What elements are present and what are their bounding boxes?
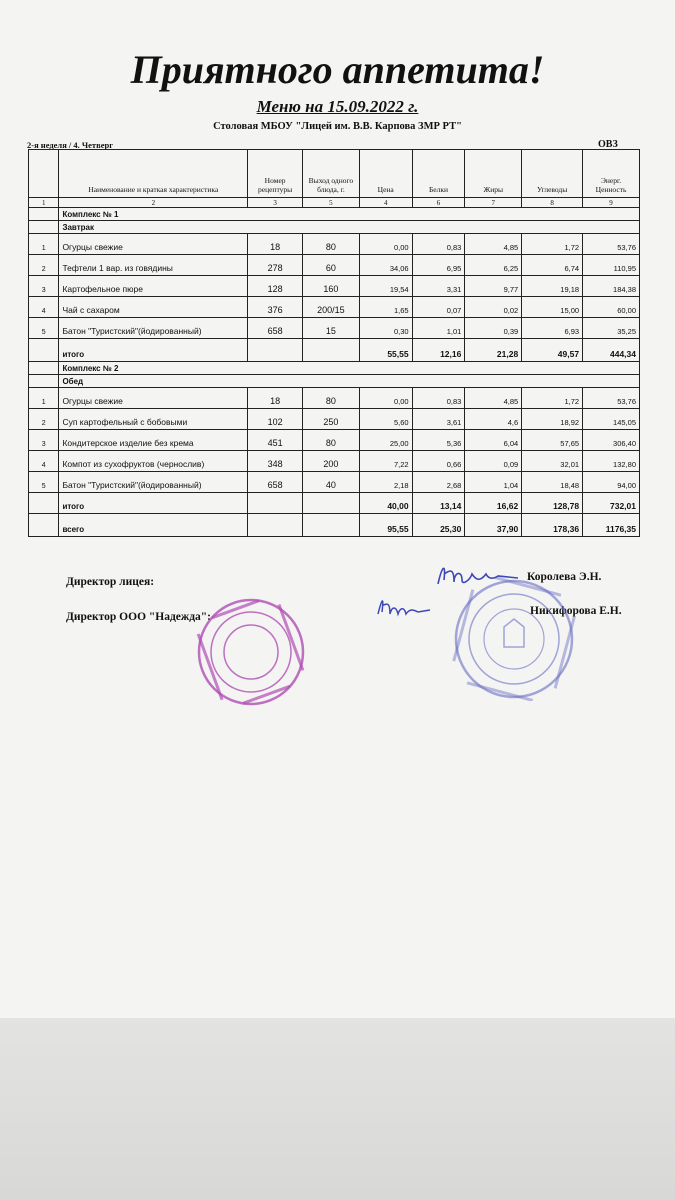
cell-carbs: 6,74 xyxy=(522,255,583,276)
cell-yield: 80 xyxy=(303,430,360,451)
cell-n: 5 xyxy=(29,318,59,339)
week-day: 2-я неделя / 4. Четверг xyxy=(27,140,114,150)
col-header-carbs: Углеводы xyxy=(522,150,583,198)
table-row xyxy=(29,472,640,493)
menu-table xyxy=(28,149,640,537)
cell-recipe: 451 xyxy=(248,430,303,451)
cell-energy: 60,00 xyxy=(583,297,640,318)
cell-n: 4 xyxy=(29,297,59,318)
col-header-yield: Выход одного блюда, г. xyxy=(303,150,360,198)
cell-fat: 6,04 xyxy=(465,430,522,451)
page-title: Приятного аппетита! xyxy=(130,47,545,92)
cell-name: Огурцы свежие xyxy=(59,388,248,409)
cell-recipe: 658 xyxy=(248,318,303,339)
cell-yield: 80 xyxy=(303,388,360,409)
cell-energy: 145,05 xyxy=(583,409,640,430)
cell-protein: 0,83 xyxy=(412,234,465,255)
cell-energy: 53,76 xyxy=(583,388,640,409)
grand-total-row: всего 95,55 25,30 37,90 178,36 1176,35 xyxy=(29,514,640,537)
col-header-name: Наименование и краткая характеристика xyxy=(59,150,248,198)
cell-yield: 250 xyxy=(303,409,360,430)
cell-fat: 9,77 xyxy=(465,276,522,297)
cell-n: 2 xyxy=(29,255,59,276)
col-header-protein: Белки xyxy=(412,150,465,198)
cell-energy: 306,40 xyxy=(583,430,640,451)
meal-label: Обед xyxy=(59,375,640,388)
cell-recipe: 658 xyxy=(248,472,303,493)
cell-energy: 53,76 xyxy=(583,234,640,255)
cell-fat: 1,04 xyxy=(465,472,522,493)
cell-protein: 6,95 xyxy=(412,255,465,276)
cell-price: 5,60 xyxy=(359,409,412,430)
complex-1-label-row xyxy=(29,208,640,221)
cell-name: Батон "Туристский"(йодированный) xyxy=(59,472,248,493)
cell-n: 3 xyxy=(29,276,59,297)
cell-yield: 200 xyxy=(303,451,360,472)
table-row xyxy=(29,276,640,297)
meal-label: Завтрак xyxy=(59,221,640,234)
table-row xyxy=(29,430,640,451)
background-surface xyxy=(0,1018,675,1200)
table-header-row xyxy=(29,150,640,198)
cell-energy: 35,25 xyxy=(583,318,640,339)
cell-yield: 80 xyxy=(303,234,360,255)
organization-name: Столовая МБОУ "Лицей им. В.В. Карпова ЗМР РТ" xyxy=(213,121,462,132)
cell-yield: 40 xyxy=(303,472,360,493)
cell-carbs: 18,48 xyxy=(522,472,583,493)
cell-recipe: 278 xyxy=(248,255,303,276)
cell-n: 3 xyxy=(29,430,59,451)
cell-carbs: 15,00 xyxy=(522,297,583,318)
cell-protein: 0,66 xyxy=(412,451,465,472)
cell-n: 2 xyxy=(29,409,59,430)
cell-carbs: 19,18 xyxy=(522,276,583,297)
cell-protein: 2,68 xyxy=(412,472,465,493)
cell-recipe: 128 xyxy=(248,276,303,297)
table-row xyxy=(29,297,640,318)
cell-price: 1,65 xyxy=(359,297,412,318)
complex-label: Комплекс № 1 xyxy=(59,208,640,221)
cell-name: Огурцы свежие xyxy=(59,234,248,255)
cell-carbs: 1,72 xyxy=(522,388,583,409)
blue-stamp-icon xyxy=(452,577,576,701)
cell-protein: 0,83 xyxy=(412,388,465,409)
cell-recipe: 102 xyxy=(248,409,303,430)
cell-fat: 4,6 xyxy=(465,409,522,430)
complex-2-label-row xyxy=(29,362,640,375)
cell-price: 19,54 xyxy=(359,276,412,297)
cell-carbs: 1,72 xyxy=(522,234,583,255)
supplier-signature-icon xyxy=(374,594,434,620)
complex-label: Комплекс № 2 xyxy=(59,362,640,375)
cell-carbs: 32,01 xyxy=(522,451,583,472)
cell-name: Компот из сухофруктов (чернослив) xyxy=(59,451,248,472)
cell-n: 1 xyxy=(29,388,59,409)
cell-name: Тефтели 1 вар. из говядины xyxy=(59,255,248,276)
cell-name: Картофельное пюре xyxy=(59,276,248,297)
cell-fat: 0,09 xyxy=(465,451,522,472)
cell-n: 1 xyxy=(29,234,59,255)
col-header-energy: Энерг. Ценность xyxy=(583,150,640,198)
director-name: Королева Э.Н. xyxy=(527,571,602,583)
cell-energy: 94,00 xyxy=(583,472,640,493)
cell-name: Батон "Туристский"(йодированный) xyxy=(59,318,248,339)
cell-fat: 0,39 xyxy=(465,318,522,339)
table-row xyxy=(29,255,640,276)
cell-price: 34,06 xyxy=(359,255,412,276)
director-signature-icon xyxy=(432,560,522,590)
table-row xyxy=(29,318,640,339)
cell-recipe: 18 xyxy=(248,234,303,255)
col-header-fat: Жиры xyxy=(465,150,522,198)
cell-price: 0,30 xyxy=(359,318,412,339)
director-label: Директор лицея: xyxy=(66,576,155,588)
cell-fat: 0,02 xyxy=(465,297,522,318)
cell-fat: 4,85 xyxy=(465,388,522,409)
complex-1-meal-row xyxy=(29,221,640,234)
cell-carbs: 57,65 xyxy=(522,430,583,451)
cell-protein: 5,36 xyxy=(412,430,465,451)
complex-2-total-row: итого 40,00 13,14 16,62 128,78 732,01 xyxy=(29,493,640,514)
cell-name: Суп картофельный с бобовыми xyxy=(59,409,248,430)
cell-yield: 60 xyxy=(303,255,360,276)
cell-price: 7,22 xyxy=(359,451,412,472)
col-header-price: Цена xyxy=(359,150,412,198)
complex-1-total-row: итого 55,55 12,16 21,28 49,57 444,34 xyxy=(29,339,640,362)
cell-price: 0,00 xyxy=(359,388,412,409)
cell-protein: 3,31 xyxy=(412,276,465,297)
cell-price: 0,00 xyxy=(359,234,412,255)
cell-yield: 15 xyxy=(303,318,360,339)
col-header-recipe: Номер рецептуры xyxy=(248,150,303,198)
table-row xyxy=(29,388,640,409)
complex-2-meal-row xyxy=(29,375,640,388)
table-row xyxy=(29,234,640,255)
menu-date: Меню на 15.09.2022 г. xyxy=(256,97,419,116)
cell-recipe: 18 xyxy=(248,388,303,409)
column-index-row: 1 2 3 5 4 6 7 8 9 xyxy=(29,198,640,208)
cell-protein: 3,61 xyxy=(412,409,465,430)
cell-energy: 132,80 xyxy=(583,451,640,472)
cell-price: 25,00 xyxy=(359,430,412,451)
table-row xyxy=(29,451,640,472)
cell-n: 4 xyxy=(29,451,59,472)
table-row xyxy=(29,409,640,430)
supplier-label: Директор ООО "Надежда": xyxy=(66,611,212,623)
cell-recipe: 348 xyxy=(248,451,303,472)
cell-protein: 1,01 xyxy=(412,318,465,339)
cell-name: Кондитерское изделие без крема xyxy=(59,430,248,451)
cell-yield: 200/15 xyxy=(303,297,360,318)
cell-carbs: 18,92 xyxy=(522,409,583,430)
cell-fat: 6,25 xyxy=(465,255,522,276)
cell-fat: 4,85 xyxy=(465,234,522,255)
cell-n: 5 xyxy=(29,472,59,493)
cell-yield: 160 xyxy=(303,276,360,297)
cell-energy: 110,95 xyxy=(583,255,640,276)
purple-stamp-icon xyxy=(196,597,306,707)
category-label: ОВЗ xyxy=(598,139,618,150)
cell-recipe: 376 xyxy=(248,297,303,318)
cell-protein: 0,07 xyxy=(412,297,465,318)
cell-name: Чай с сахаром xyxy=(59,297,248,318)
cell-price: 2,18 xyxy=(359,472,412,493)
cell-energy: 184,38 xyxy=(583,276,640,297)
cell-carbs: 6,93 xyxy=(522,318,583,339)
supplier-name: Никифорова Е.Н. xyxy=(530,605,622,617)
